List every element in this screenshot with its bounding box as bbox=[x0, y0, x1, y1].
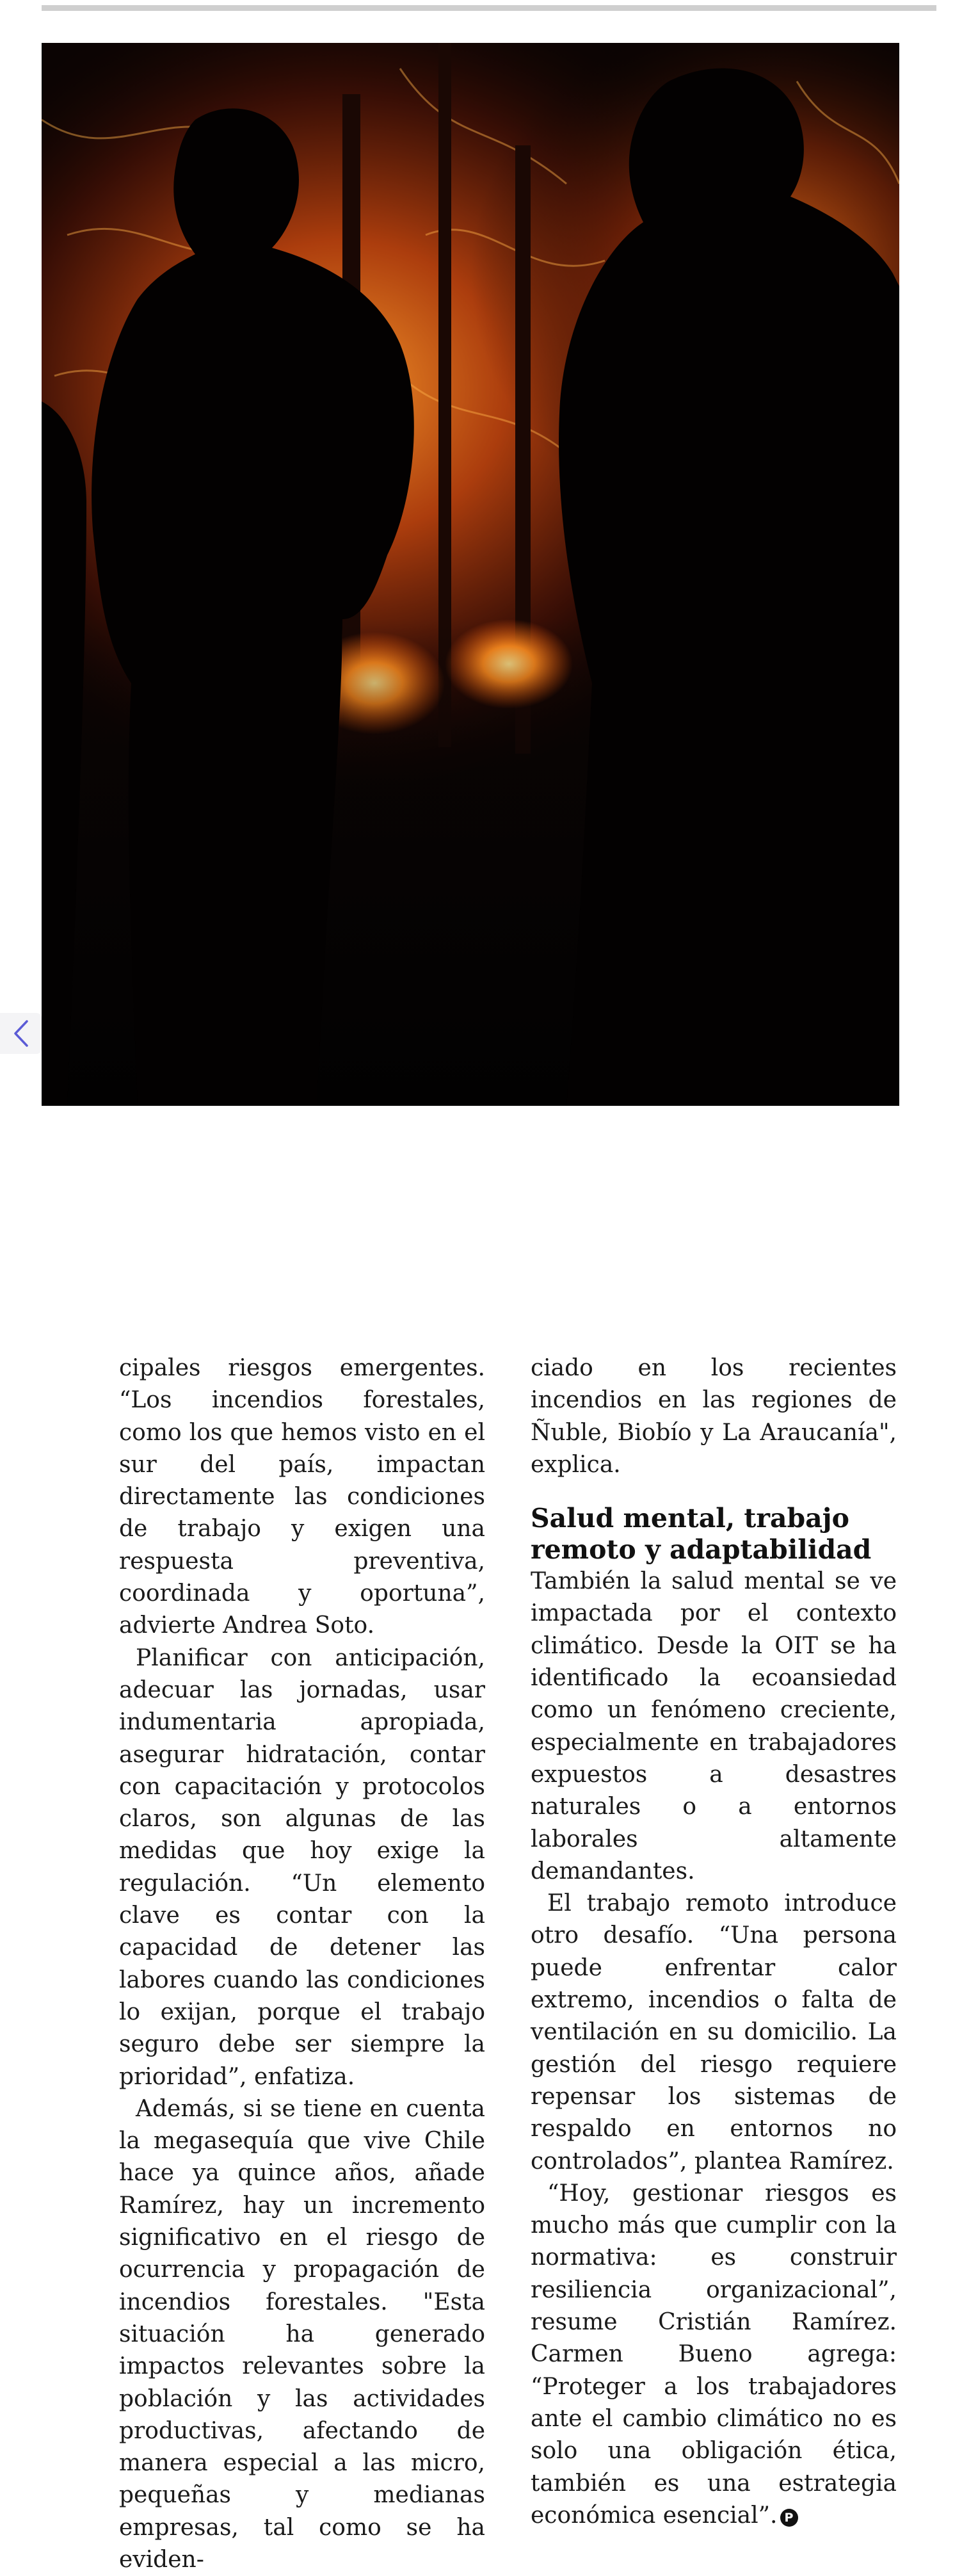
back-button[interactable] bbox=[0, 1013, 42, 1054]
paragraph: Además, si se tiene en cuenta la megasequía que vive Chile hace ya quince años, añade Ramírez, hay un incremento significativo en el riesgo de ocurrencia y propagación de incendios forestales. "Esta situación ha generado impactos relevantes sobre la población y las actividades productivas, afectando de manera especial a las micro, pequeñas y medianas empresas, tal como se ha eviden- bbox=[119, 2095, 485, 2573]
top-divider bbox=[42, 5, 936, 11]
chevron-left-icon bbox=[10, 1019, 32, 1048]
article-photo bbox=[42, 43, 899, 1106]
paragraph: cipales riesgos emergentes. “Los incendios forestales, como los que hemos visto en el sur del país, impactan directamente las condiciones de trabajo y exigen una respuesta preventiva, coordinada y oportuna”, advierte Andrea Soto. bbox=[119, 1355, 485, 1639]
paragraph-final bbox=[531, 2178, 897, 2532]
end-of-article-icon: P bbox=[780, 2509, 798, 2527]
article-column-right bbox=[531, 1352, 897, 2532]
paragraph: ciado en los recientes incendios en las regiones de Ñuble, Biobío y La Araucanía", explica. bbox=[531, 1355, 897, 1478]
paragraph: Planificar con anticipación, adecuar las jornadas, usar indumentaria apropiada, asegurar hidratación, contar con capacitación y protocolos claros, son algunas de las medidas que hoy exige la regulación. “Un elemento clave es contar con la capacidad de detener las labores cuando las condiciones lo exijan, porque el trabajo seguro debe ser siempre la prioridad”, enfatiza. bbox=[119, 1644, 485, 2090]
article-column-left bbox=[119, 1352, 485, 2576]
paragraph-text: “Hoy, gestionar riesgos es mucho más que cumplir con la normativa: es construir resiliencia organizacional”, resume Cristián Ramírez. Carmen Bueno agrega: “Proteger a los trabajadores ante el cambio climático no es solo una obligación ética, también es una estrategia económica esencial”. bbox=[531, 2180, 897, 2529]
paragraph: El trabajo remoto introduce otro desafío. “Una persona puede enfrentar calor extremo, incendios o falta de ventilación en su domicilio. La gestión del riesgo requiere repensar los sistemas de respaldo en entornos no controlados”, plantea Ramírez. bbox=[531, 1890, 897, 2175]
section-subheading: Salud mental, trabajo remoto y adaptabilidad bbox=[531, 1503, 872, 1566]
paragraph: También la salud mental se ve impactada por el contexto climático. Desde la OIT se ha identificado la ecoansiedad como un fenómeno creciente, especialmente en trabajadores expuestos a desastres naturales o a entornos laborales altamente demandantes. bbox=[531, 1568, 897, 1884]
forest-fire-silhouettes-photo bbox=[42, 43, 899, 1106]
